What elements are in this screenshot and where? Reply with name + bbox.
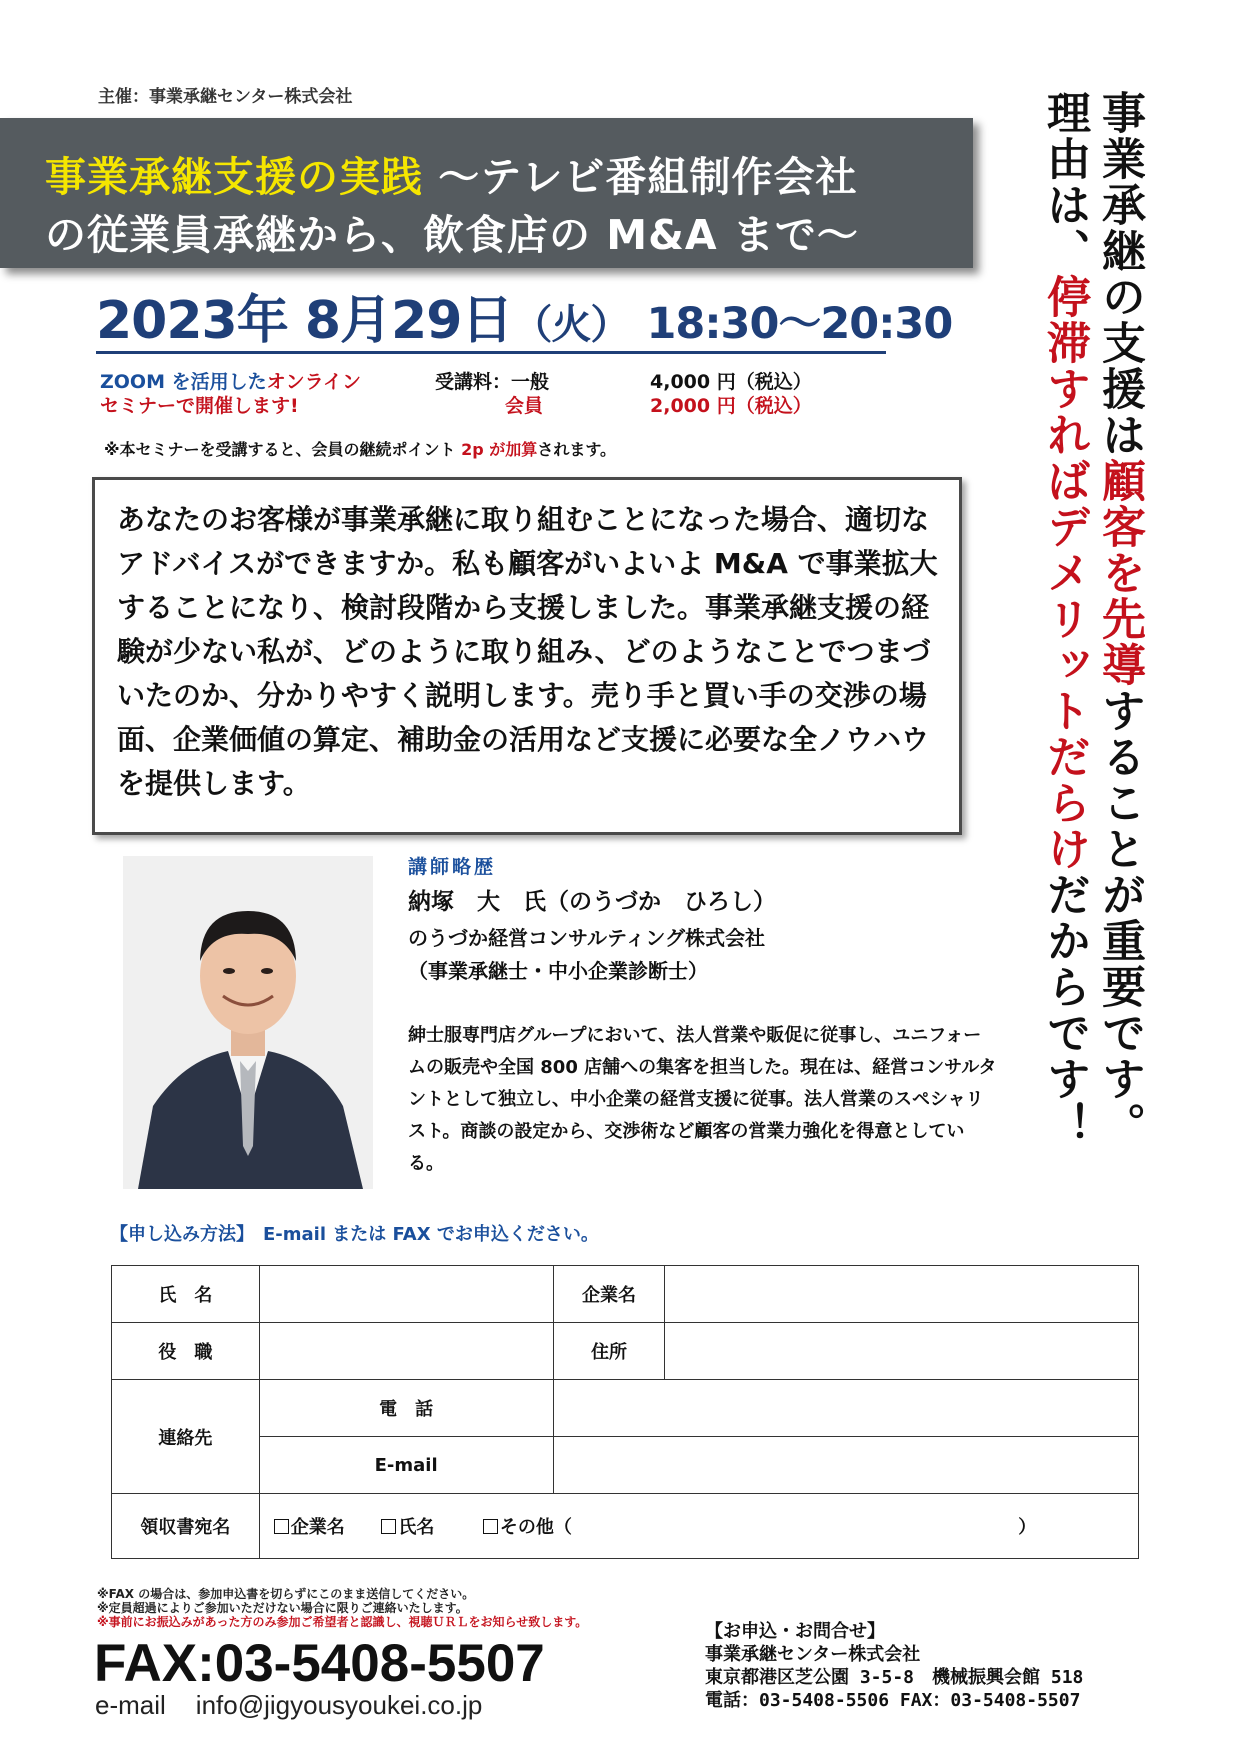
fine-print-1: ※FAX の場合は、参加申込書を切らずにこのまま送信してください。 <box>97 1587 475 1601</box>
fee-member-label: 会員 <box>505 395 544 417</box>
contact-company: 事業承継センター株式会社 <box>705 1644 921 1665</box>
lecturer-heading: 講師略歴 <box>408 856 497 878</box>
lecturer-qualification: （事業承継士・中小企業診断士） <box>408 959 708 983</box>
lecturer-company: のうづか経営コンサルティング株式会社 <box>408 926 765 950</box>
contact-phone: 電話：03-5408-5506 FAX：03-5408-5507 <box>705 1690 1081 1711</box>
fee-member-amount: 2,000 円（税込） <box>650 395 812 417</box>
address-field[interactable] <box>665 1323 1139 1380</box>
receipt-option-company: 企業名 <box>290 1517 345 1538</box>
event-date <box>96 278 952 353</box>
name-label: 氏 名 <box>112 1266 260 1323</box>
fine-print-2: ※定員超過によりご参加いただけない場合に限りご連絡いたします。 <box>97 1601 468 1615</box>
name-field[interactable] <box>259 1266 553 1323</box>
online-text-1: ZOOM を活用した <box>100 371 267 393</box>
vertical-1c: することが重要です。 <box>1094 688 1145 1148</box>
receipt-option-name: 氏名 <box>398 1517 435 1538</box>
fine-print-3: ※事前にお振込みがあった方のみ参加ご希望者と認識し、視聴ＵＲＬをお知らせ致します。 <box>97 1615 588 1629</box>
note-text-1: ※本セミナーを受講すると、会員の継続ポイント <box>104 440 462 459</box>
email-address[interactable]: info@jigyousyoukei.co.jp <box>195 1690 483 1720</box>
online-text-2: オンライン <box>266 371 362 393</box>
position-label: 役 職 <box>112 1323 260 1380</box>
receipt-option-other: その他（ <box>499 1517 572 1538</box>
apply-method: 【申し込み方法】 E-mail または FAX でお申込ください。 <box>110 1224 599 1245</box>
title-rest: ～テレビ番組制作会社 <box>438 153 858 201</box>
vertical-message-2 <box>1040 90 1088 1148</box>
lecturer-name: 納塚 大 氏（のうづか ひろし） <box>408 889 776 915</box>
online-info <box>100 370 361 418</box>
receipt-label: 領収書宛名 <box>112 1494 260 1559</box>
company-label: 企業名 <box>553 1266 665 1323</box>
date-weekday: （火） <box>512 302 630 348</box>
contact-address: 東京都港区芝公園 3-5-8 機械振興会館 518 <box>705 1667 1084 1688</box>
checkbox-company[interactable] <box>274 1519 289 1534</box>
organizer-text: 主催：事業承継センター株式会社 <box>98 87 353 107</box>
lecturer-photo <box>123 856 373 1189</box>
intro-text: あなたのお客様が事業承継に取り組むことになった場合、適切なアドバイスができますか。私も顧客がいよいよ M&A で事業拡大することになり、検討段階から支援しました。事業承継支援の経験が少ない私が、どのように取り組み、どのようなことでつまづいたのか、分かりやすく説明します。売り手と買い手の交渉の場面、企業価値の算定、補助金の活用など支援に必要な全ノウハウを提供します。 <box>117 503 938 800</box>
vertical-2b: 停滞すればデメリットだらけ <box>1039 274 1090 872</box>
form-row-name <box>112 1266 1139 1323</box>
email-label: E-mail <box>259 1437 553 1494</box>
date-underline <box>96 351 886 354</box>
form-row-phone <box>112 1380 1139 1437</box>
vertical-2a: 理由は、 <box>1039 90 1090 274</box>
phone-label: 電 話 <box>259 1380 553 1437</box>
fax-number: FAX:03-5408-5507 <box>94 1634 545 1693</box>
vertical-1b: 顧客を先導 <box>1094 458 1145 688</box>
date-main: 2023年 8月29日 <box>96 291 513 351</box>
form-row-position <box>112 1323 1139 1380</box>
fee-general-amount: 4,000 円（税込） <box>650 371 812 393</box>
title-line-1 <box>45 144 857 203</box>
points-note <box>104 437 616 460</box>
vertical-message-1 <box>1095 90 1143 1148</box>
date-time: 18:30～20:30 <box>646 299 953 349</box>
lecturer-bio: 紳士服専門店グループにおいて、法人営業や販促に従事し、ユニフォームの販売や全国 800 店舗への集客を担当した。現在は、経営コンサルタントとして独立し、中小企業の経営支援に従事。法人営業のスペシャリスト。商談の設定から、交渉術など顧客の営業力強化を得意としている。 <box>408 1025 997 1174</box>
phone-field[interactable] <box>553 1380 1138 1437</box>
title-highlight: 事業承継支援の実践 <box>45 153 423 201</box>
receipt-options <box>259 1494 1138 1559</box>
address-label: 住所 <box>553 1323 665 1380</box>
email-label-text: e-mail <box>95 1690 166 1720</box>
intro-box <box>92 477 962 835</box>
contact-label: 連絡先 <box>112 1380 260 1494</box>
vertical-2c: だからです！ <box>1039 872 1090 1148</box>
contact-info <box>705 1620 1083 1712</box>
position-field[interactable] <box>259 1323 553 1380</box>
form-row-receipt <box>112 1494 1139 1559</box>
fee-general-label: 受講料：一般 <box>435 371 550 393</box>
title-banner <box>0 118 973 268</box>
application-form <box>111 1265 1139 1559</box>
email-field[interactable] <box>553 1437 1138 1494</box>
company-field[interactable] <box>665 1266 1139 1323</box>
checkbox-other[interactable] <box>483 1519 498 1534</box>
note-text-3: されます。 <box>537 440 617 459</box>
form-row-email <box>112 1437 1139 1494</box>
checkbox-name[interactable] <box>381 1519 396 1534</box>
contact-title: 【お申込・お問合せ】 <box>705 1621 885 1642</box>
vertical-1a: 事業承継の支援は <box>1094 90 1145 458</box>
fine-print <box>97 1587 587 1629</box>
email-line <box>95 1690 482 1721</box>
online-text-3: セミナーで開催します! <box>100 395 299 417</box>
note-text-2: 2p が加算 <box>461 440 538 459</box>
title-line-2: の従業員承継から、飲食店の M&A まで～ <box>45 211 859 259</box>
receipt-close-paren: ） <box>1018 1517 1037 1538</box>
